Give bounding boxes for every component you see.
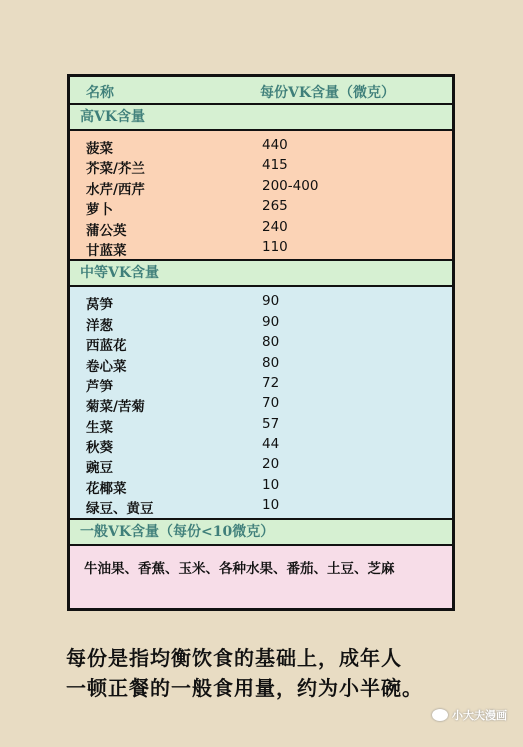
vk-content-table xyxy=(67,74,455,611)
table-row xyxy=(70,454,452,477)
table-row xyxy=(70,312,452,332)
table-row xyxy=(70,373,452,393)
table-row xyxy=(70,434,452,457)
watermark xyxy=(432,707,507,723)
vk-value: 90 xyxy=(262,313,280,330)
vk-value: 57 xyxy=(262,415,280,432)
table-row xyxy=(70,217,452,237)
food-name: 绿豆、黄豆 xyxy=(86,501,154,518)
caption-line-1: 每份是指均衡饮食的基础上，成年人 xyxy=(66,646,402,670)
vk-value: 10 xyxy=(262,476,280,493)
vk-value: 90 xyxy=(262,293,280,310)
vk-value: 80 xyxy=(262,334,280,351)
section-high xyxy=(70,131,452,259)
food-name: 萝卜 xyxy=(86,202,113,219)
vk-value: 440 xyxy=(262,137,288,153)
food-name: 菊菜/苦菊 xyxy=(86,399,145,416)
header-amount: 每份VK含量（微克） xyxy=(260,85,396,101)
table-header xyxy=(70,77,452,105)
food-name: 秋葵 xyxy=(86,440,113,457)
table-row xyxy=(70,332,452,355)
vk-value: 80 xyxy=(262,354,280,371)
watermark-text: 小大夫漫画 xyxy=(452,709,507,722)
caption-line-2: 一顿正餐的一般食用量，约为小半碗。 xyxy=(66,676,423,700)
food-name: 甘蓝菜 xyxy=(86,242,127,259)
section-low-text: 牛油果、香蕉、玉米、各种水果、番茄、土豆、芝麻 xyxy=(70,546,452,608)
vk-value: 240 xyxy=(262,218,288,235)
vk-value: 20 xyxy=(262,456,280,473)
table-row xyxy=(70,135,452,155)
wechat-icon xyxy=(432,709,448,721)
food-name: 芦笋 xyxy=(86,378,113,395)
vk-value: 70 xyxy=(262,395,280,412)
table-row xyxy=(70,475,452,495)
section-mid xyxy=(70,287,452,517)
vk-value: 265 xyxy=(262,198,288,215)
vk-value: 200-400 xyxy=(262,177,319,194)
section-low-title: 一般VK含量（每份<10微克） xyxy=(70,518,452,546)
vk-value: 10 xyxy=(262,497,280,514)
food-name: 水芹/西芹 xyxy=(86,181,145,198)
caption xyxy=(66,643,486,703)
food-name: 花椰菜 xyxy=(86,480,127,497)
section-mid-title: 中等VK含量 xyxy=(70,259,452,287)
food-name: 蒲公英 xyxy=(86,222,127,239)
header-name: 名称 xyxy=(86,85,114,101)
vk-value: 72 xyxy=(262,374,280,391)
table-row xyxy=(70,155,452,178)
food-name: 生菜 xyxy=(86,419,113,436)
food-name: 洋葱 xyxy=(86,317,113,334)
food-name: 卷心菜 xyxy=(86,358,127,375)
food-name: 芥菜/芥兰 xyxy=(86,161,145,178)
table-row xyxy=(70,196,452,219)
table-row xyxy=(70,291,452,314)
food-name: 豌豆 xyxy=(86,460,113,477)
table-row xyxy=(70,414,452,434)
table-row xyxy=(70,237,452,257)
section-high-title: 高VK含量 xyxy=(70,105,452,131)
table-row xyxy=(70,353,452,373)
food-name: 西蓝花 xyxy=(86,338,127,355)
vk-value: 44 xyxy=(262,436,280,453)
vk-value: 110 xyxy=(262,238,288,255)
vk-value: 415 xyxy=(262,157,288,174)
table-row xyxy=(70,495,452,518)
food-name: 莴笋 xyxy=(86,297,113,314)
food-name: 菠菜 xyxy=(86,141,113,157)
table-row xyxy=(70,393,452,416)
table-row xyxy=(70,176,452,196)
